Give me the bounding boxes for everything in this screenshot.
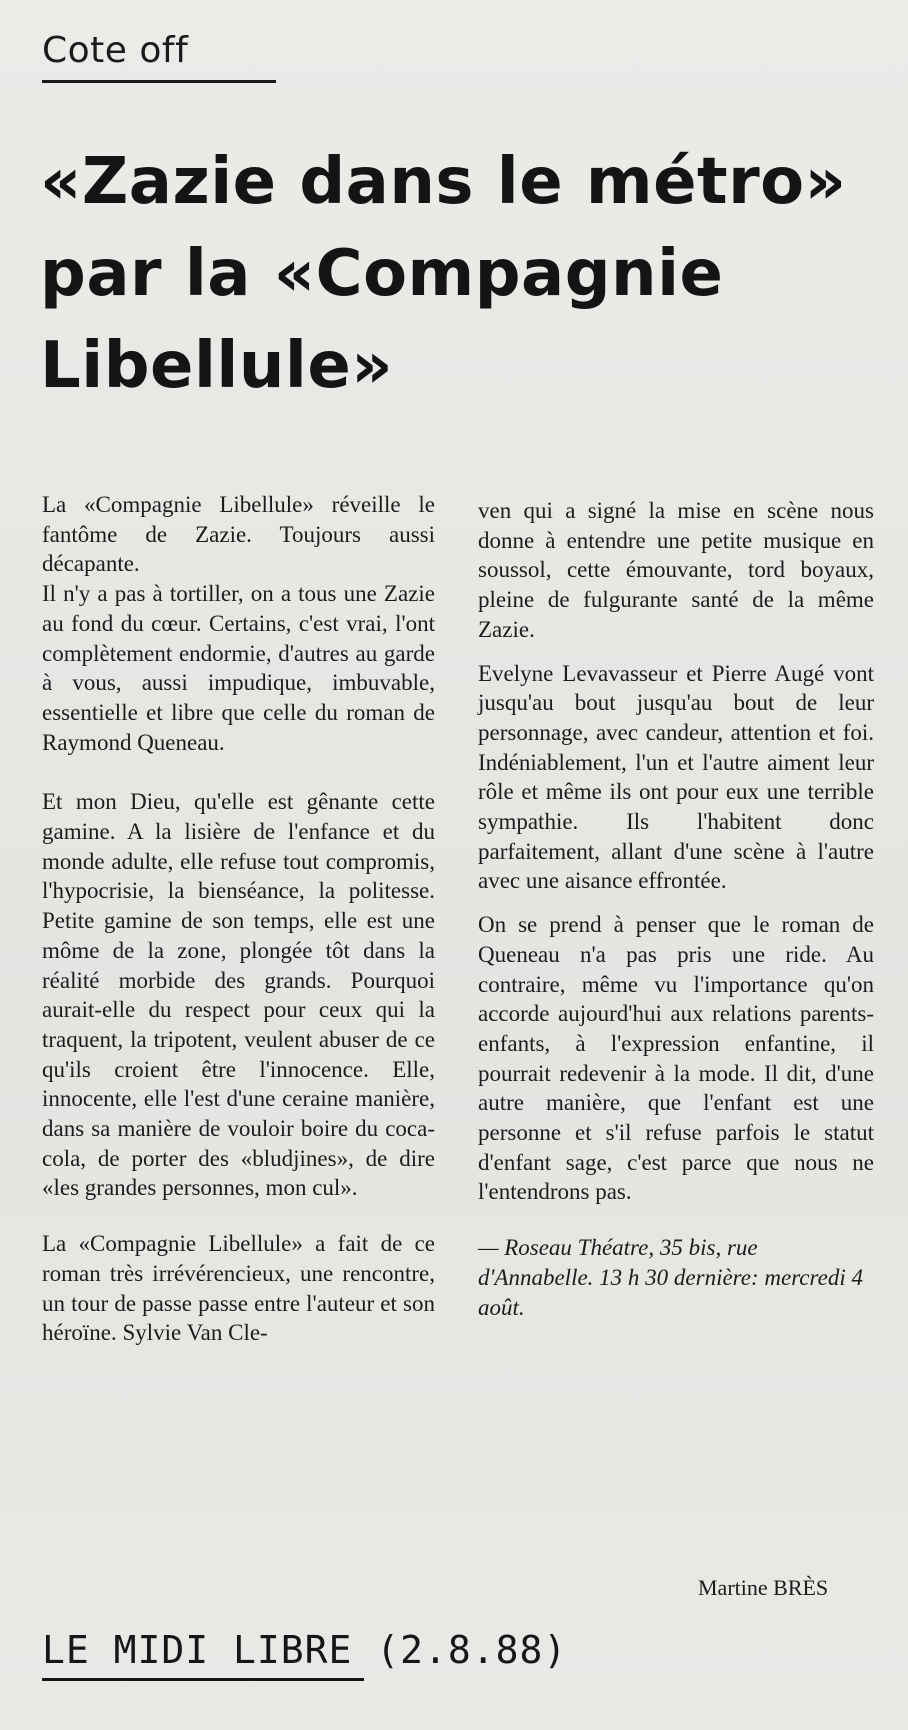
paragraph: Il n'y a pas à tortiller, on a tous une Zazie au fond du cœur. Certains, c'est vrai, l'ont complètement endormie, d'autres au garde à vous, aussi impudique, imbuvable, essentielle et libre que celle du roman de Raymond Queneau. bbox=[42, 581, 435, 755]
rubric-underline bbox=[42, 80, 276, 83]
paragraph-intro: La «Compagnie Libellule» réveille le fantôme de Zazie. Toujours aussi décapante. bbox=[42, 492, 435, 577]
article-headline bbox=[40, 136, 880, 412]
paragraph: Et mon Dieu, qu'elle est gênante cette gamine. A la lisière de l'enfance et du monde adulte, elle refuse tout compromis, l'hypocrisie, la bienséance, la politesse. Petite gamine de son temps, elle est une môme de la zone, plongée tôt dans la réalité morbide des grands. Pourquoi aurait-elle du respect pour ceux qui la traquent, la tripotent, veulent abuser de ce qu'ils croient être l'innocence. Elle, innocente, elle l'est d'une ceraine manière, dans sa manière de vouloir boire du coca-cola, de porter des «bludjines», de dire «les grandes personnes, mon cul». bbox=[42, 789, 435, 1201]
author-signature: Martine BRÈS bbox=[698, 1575, 829, 1600]
paragraph: On se prend à penser que le roman de Queneau n'a pas pris une ride. Au contraire, même vu l'importance qu'on accorde aujourd'hui aux relations parents-enfants, à l'expression enfantine, il pourrait redevenir à la mode. Il dit, d'une autre manière, que l'enfant est une personne et s'il refuse parfois le statut d'enfant sage, c'est parce que nous ne l'entendrons pas. bbox=[478, 912, 874, 1205]
article-column-left bbox=[42, 490, 435, 1348]
headline-line-3: Libellule» bbox=[40, 329, 394, 403]
paragraph: Evelyne Levavasseur et Pierre Augé vont jusqu'au bout jusqu'au bout de leur personnage, avec candeur, attention et foi. Indéniablement, l'un et l'autre aiment leur rôle et même ils ont pour eux une terrible sympathie. Ils l'habitent donc parfaitement, allant d'une scène à l'autre avec une aisance effrontée. bbox=[478, 660, 874, 894]
article-column-right bbox=[478, 496, 874, 1322]
headline-line-1: «Zazie dans le métro» bbox=[40, 145, 847, 219]
paragraph: La «Compagnie Libellule» a fait de ce roman très irrévérencieux, une rencontre, un tour de passe passe entre l'auteur et son héroïne. Sylvie Van Cle- bbox=[42, 1231, 435, 1346]
rubric-label: Cote off bbox=[42, 30, 189, 71]
publication-source: LE MIDI LIBRE (2.8.88) bbox=[42, 1628, 568, 1672]
headline-line-2: par la «Compagnie bbox=[40, 237, 724, 311]
source-underline bbox=[42, 1678, 364, 1681]
venue-info: — Roseau Théatre, 35 bis, rue d'Annabelle. 13 h 30 dernière: mercredi 4 août. bbox=[478, 1235, 863, 1320]
paragraph: ven qui a signé la mise en scène nous donne à entendre une petite musique en soussol, cette émouvante, tord boyaux, pleine de fulgurante santé de la même Zazie. bbox=[478, 498, 874, 642]
